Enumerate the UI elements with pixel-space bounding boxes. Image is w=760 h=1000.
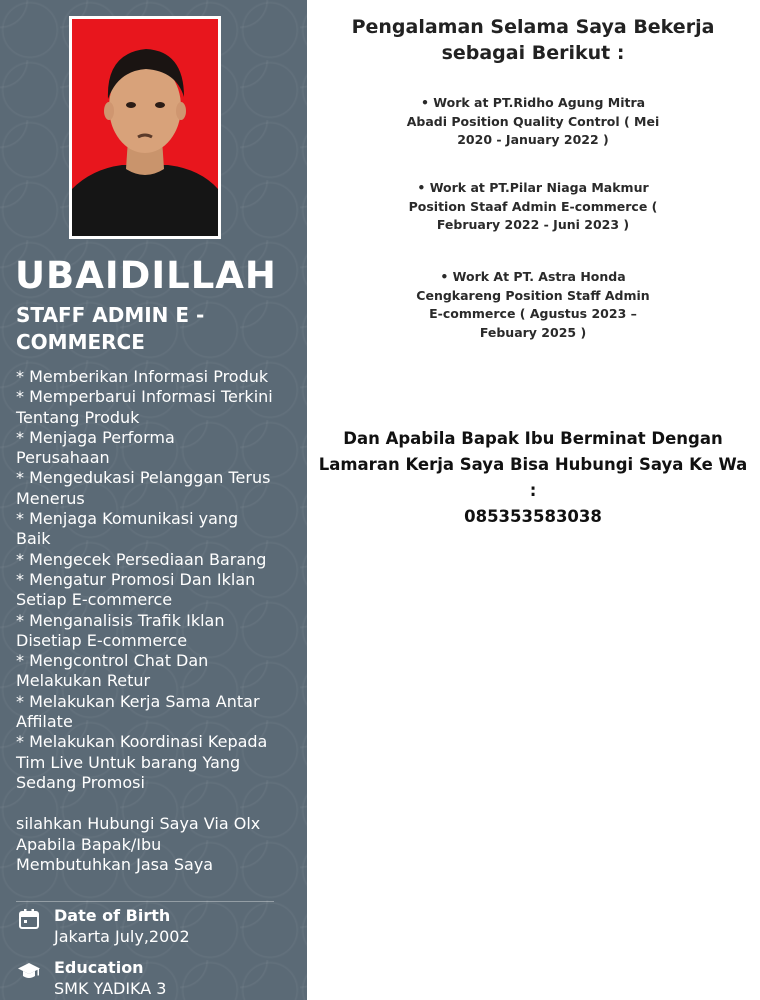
duty-line: * Memberikan Informasi Produk bbox=[16, 367, 269, 386]
whatsapp-number: 085353583038 bbox=[464, 507, 602, 526]
sidebar bbox=[0, 0, 307, 1000]
role-line: STAFF ADMIN E - bbox=[16, 303, 205, 327]
contact-note-line: Apabila Bapak/Ibu bbox=[16, 834, 162, 854]
experience-heading-line: sebagai Berikut : bbox=[441, 42, 625, 64]
closing-message bbox=[313, 426, 753, 530]
duty-line: Affilate bbox=[16, 712, 73, 732]
duty-line: Sedang Promosi bbox=[16, 772, 145, 792]
duty-line: * Memperbarui Informasi Terkini bbox=[16, 387, 273, 407]
duty-line: Baik bbox=[16, 529, 51, 549]
work-experience-item bbox=[377, 94, 689, 150]
candidate-name: UBAIDILLAH bbox=[15, 254, 277, 297]
duty-line: Disetiap E-commerce bbox=[16, 630, 188, 650]
job-line: Febuary 2025 ) bbox=[479, 324, 587, 340]
closing-line: Lamaran Kerja Saya Bisa Hubungi Saya Ke Wa : bbox=[318, 455, 748, 500]
profile-photo bbox=[69, 16, 221, 239]
duty-line: * Menganalisis Trafik Iklan bbox=[16, 610, 225, 630]
graduation-cap-icon bbox=[18, 960, 40, 982]
duty-line: * Mengcontrol Chat Dan bbox=[16, 651, 209, 671]
job-line: • Work at PT.Ridho Agung Mitra bbox=[420, 95, 646, 110]
candidate-role bbox=[16, 302, 286, 356]
contact-note bbox=[16, 814, 286, 876]
experience-heading-line: Pengalaman Selama Saya Bekerja bbox=[351, 16, 715, 38]
job-duties-list bbox=[16, 367, 296, 793]
contact-note-line: silahkan Hubungi Saya Via Olx bbox=[16, 814, 261, 833]
profile-photo-image bbox=[72, 19, 218, 236]
closing-line: Dan Apabila Bapak Ibu Berminat Dengan bbox=[343, 429, 723, 448]
date-of-birth-value: Jakarta July,2002 bbox=[54, 927, 190, 946]
duty-line: Tim Live Untuk barang Yang bbox=[16, 752, 241, 772]
role-line: COMMERCE bbox=[16, 330, 145, 354]
experience-heading bbox=[327, 14, 739, 66]
duty-line: * Menjaga Performa bbox=[16, 427, 175, 447]
duty-line: * Menjaga Komunikasi yang bbox=[16, 509, 239, 529]
job-line: February 2022 - Juni 2023 ) bbox=[436, 217, 630, 232]
duty-line: Tentang Produk bbox=[16, 407, 140, 427]
duty-line: Perusahaan bbox=[16, 448, 110, 468]
duty-line: * Mengecek Persediaan Barang bbox=[16, 549, 267, 569]
job-line: 2020 - January 2022 ) bbox=[457, 132, 609, 147]
education-label: Education bbox=[54, 958, 144, 977]
job-line: • Work at PT.Pilar Niaga Makmur bbox=[417, 180, 649, 195]
contact-note-line: Membutuhkan Jasa Saya bbox=[16, 855, 214, 874]
duty-line: * Mengatur Promosi Dan Iklan bbox=[16, 569, 256, 589]
job-line: Cengkareng Position Staff Admin bbox=[416, 287, 650, 303]
duty-line: Menerus bbox=[16, 488, 85, 508]
job-line: • Work At PT. Astra Honda bbox=[440, 269, 626, 284]
duty-line: Setiap E-commerce bbox=[16, 590, 173, 610]
duty-line: * Mengedukasi Pelanggan Terus bbox=[16, 468, 271, 488]
duty-line: * Melakukan Koordinasi Kepada bbox=[16, 732, 268, 752]
duty-line: * Melakukan Kerja Sama Antar bbox=[16, 691, 260, 711]
sidebar-divider bbox=[16, 901, 274, 902]
duty-line: Melakukan Retur bbox=[16, 671, 151, 691]
date-of-birth-label: Date of Birth bbox=[54, 906, 171, 925]
work-experience-item bbox=[377, 268, 689, 342]
job-line: Position Staaf Admin E-commerce ( bbox=[408, 198, 658, 214]
job-line: Abadi Position Quality Control ( Mei bbox=[406, 113, 660, 129]
work-experience-item bbox=[377, 179, 689, 235]
job-line: E-commerce ( Agustus 2023 – bbox=[429, 306, 637, 321]
main-content bbox=[307, 0, 760, 1000]
education-value: SMK YADIKA 3 bbox=[54, 979, 167, 998]
calendar-icon bbox=[18, 908, 40, 930]
